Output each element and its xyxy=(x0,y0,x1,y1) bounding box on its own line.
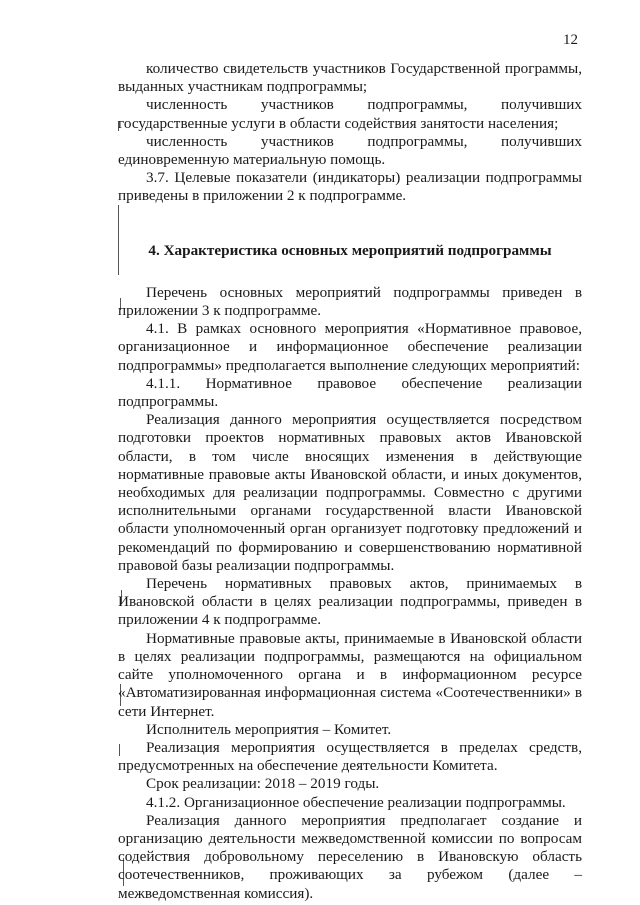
page-number: 12 xyxy=(563,32,578,48)
paragraph: 4.1.1. Нормативное правовое обеспечение реализации подпрограммы. xyxy=(118,374,582,411)
paragraph: 3.7. Целевые показатели (индикаторы) реализации подпрограммы приведены в приложении 2 к подпрограмме. xyxy=(118,169,582,205)
paragraph: Перечень основных мероприятий подпрограммы приведен в приложении 3 к подпрограмме. xyxy=(118,283,582,320)
paragraph: Перечень нормативных правовых актов, принимаемых в Ивановской области в целях реализации подпрограммы, приведен в приложении 4 к подпрограмме. xyxy=(118,575,582,629)
paragraph: Реализация данного мероприятия предполагает создание и организацию деятельности межведомственной комиссии по вопросам содействия добровольному переселению в Ивановскую область соотечественников, проживающих за рубежом (далее – межведомственная комиссия). xyxy=(118,811,582,902)
section-heading: 4. Характеристика основных мероприятий подпрограммы xyxy=(148,241,552,259)
paragraph: 4.1.2. Организационное обеспечение реализации подпрограммы. xyxy=(146,793,566,811)
paragraph: численность участников подпрограммы, получивших единовременную материальную помощь. xyxy=(118,132,582,169)
paragraph: Исполнитель мероприятия – Комитет. xyxy=(146,720,392,738)
paragraph: Реализация данного мероприятия осуществляется посредством подготовки проектов нормативных правовых актов Ивановской области, в том числе вносящих изменения в действующие нормативные правовые акты Ивановской области, и иных документов, необходимых для реализации подпрограммы. Совместно с другими исполнительными органами государственной власти Ивановской области уполномоченный орган организует подготовку предложений и рекомендаций по формированию и совершенствованию нормативной правовой базы реализации подпрограммы. xyxy=(118,411,582,574)
document-body xyxy=(118,60,582,903)
paragraph: количество свидетельств участников Государственной программы, выданных участникам подпрограммы; xyxy=(118,60,582,96)
paragraph: Срок реализации: 2018 – 2019 годы. xyxy=(146,775,380,793)
paragraph: Реализация мероприятия осуществляется в пределах средств, предусмотренных на обеспечение деятельности Комитета. xyxy=(118,738,582,775)
paragraph: Нормативные правовые акты, принимаемые в Ивановской области в целях реализации подпрограммы, размещаются на официальном сайте уполномоченного органа и в информационном ресурсе «Автоматизированная информационная система «Соотечественники» в сети Интернет. xyxy=(118,629,582,720)
paragraph: 4.1. В рамках основного мероприятия «Нормативное правовое, организационное и информационное обеспечение реализации подпрограммы» предполагается выполнение следующих мероприятий: xyxy=(118,320,582,374)
paragraph: численность участников подпрограммы, получивших государственные услуги в области содействия занятости населения; xyxy=(118,96,582,132)
